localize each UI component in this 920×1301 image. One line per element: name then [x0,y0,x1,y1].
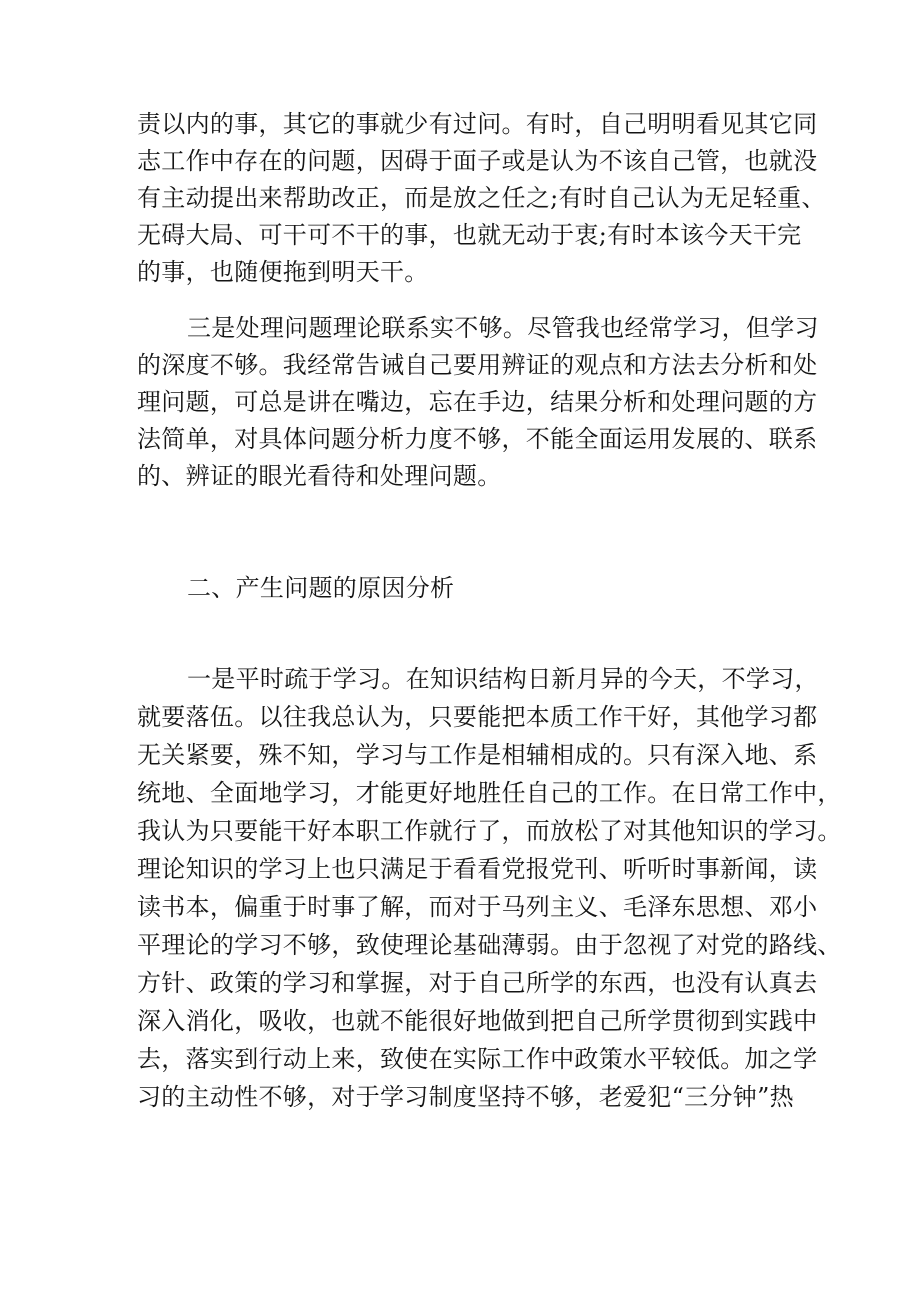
text-line: 法简单，对具体问题分析力度不够，不能全面运用发展的、联系 [137,425,818,453]
text-line: 读书本，偏重于时事了解，而对于马列主义、毛泽东思想、邓小 [137,893,818,921]
text-line: 统地、全面地学习，才能更好地胜任自己的工作。在日常工作中， [137,779,842,807]
text-line: 志工作中存在的问题，因碍于面子或是认为不该自己管，也就没 [137,147,818,175]
text-line: 的事，也随便拖到明天干。 [137,258,429,286]
text-line: 无关紧要，殊不知，学习与工作是相辅相成的。只有深入地、系 [137,741,818,769]
text-line: 就要落伍。以往我总认为，只要能把本质工作干好，其他学习都 [137,703,818,731]
section-heading: 二、产生问题的原因分析 [187,574,455,602]
text-line: 平理论的学习不够，致使理论基础薄弱。由于忽视了对党的路线、 [137,931,842,959]
text-line: 的、辨证的眼光看待和处理问题。 [137,462,502,490]
text-line: 我认为只要能干好本职工作就行了，而放松了对其他知识的学习。 [137,817,842,845]
text-line: 习的主动性不够，对于学习制度坚持不够，老爱犯“三分钟”热 [137,1083,794,1111]
text-line: 方针、政策的学习和掌握，对于自己所学的东西，也没有认真去 [137,969,818,997]
text-line: 三是处理问题理论联系实不够。尽管我也经常学习，但学习 [187,314,819,342]
text-line: 无碍大局、可干可不干的事，也就无动于衷;有时本该今天干完 [137,221,802,249]
text-line: 去，落实到行动上来，致使在实际工作中政策水平较低。加之学 [137,1045,818,1073]
text-line: 的深度不够。我经常告诫自己要用辨证的观点和方法去分析和处 [137,351,818,379]
text-line: 责以内的事，其它的事就少有过问。有时，自己明明看见其它同 [137,110,818,138]
text-line: 理论知识的学习上也只满足于看看党报党刊、听听时事新闻，读 [137,855,818,883]
text-line: 深入消化，吸收，也就不能很好地做到把自己所学贯彻到实践中 [137,1007,818,1035]
text-line: 理问题，可总是讲在嘴边，忘在手边，结果分析和处理问题的方 [137,388,818,416]
text-line: 有主动提出来帮助改正，而是放之任之;有时自己认为无足轻重、 [137,184,826,212]
text-line: 一是平时疏于学习。在知识结构日新月异的今天，不学习， [187,665,819,693]
